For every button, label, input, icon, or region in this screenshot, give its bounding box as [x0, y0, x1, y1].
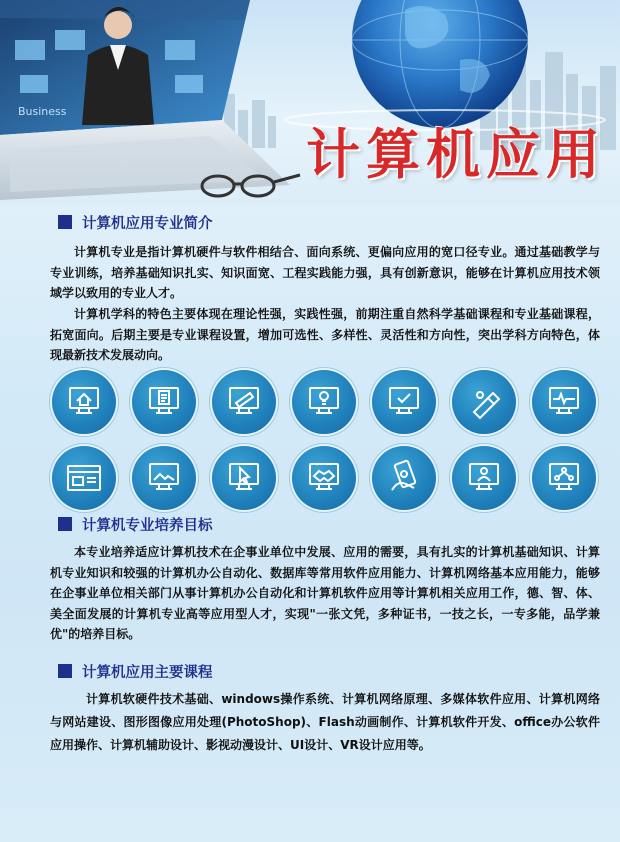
intro-paragraph-1: 计算机专业是指计算机硬件与软件相结合、面向系统、更偏向应用的宽口径专业。通过基础教学与专业训练，培养基础知识扎实、知识面宽、工程实践能力强，具有创新意识，能够在计算机应用技术领域学以致用的专业人才。: [50, 245, 600, 300]
monitor-cursor-icon: [212, 446, 276, 510]
monitor-document-icon: [132, 370, 196, 434]
monitor-ruler-icon: [212, 370, 276, 434]
monitor-heartbeat-icon: [532, 370, 596, 434]
section-heading-text: 计算机应用专业简介: [82, 215, 213, 232]
usb-drive-icon: [452, 370, 516, 434]
monitor-image-icon: [132, 446, 196, 510]
laptop-screen-text: Business: [18, 105, 67, 118]
page-title: 计算机应用: [306, 122, 606, 186]
section-heading-goals: [58, 514, 213, 534]
monitor-home-icon: [52, 370, 116, 434]
hand-phone-icon: [372, 446, 436, 510]
intro-paragraph-2: 计算机学科的特色主要体现在理论性强，实践性强，前期注重自然科学基础课程和专业基础课程，拓宽面向。后期主要是专业课程设置，增加可选性、多样性、灵活性和方向性，突出学科方向特色，体现最新技术发展动向。: [50, 307, 600, 362]
section-heading-intro: [58, 212, 213, 232]
monitor-check-icon: [372, 370, 436, 434]
courses-paragraph: 计算机软硬件技术基础、windows操作系统、计算机网络原理、多媒体软件应用、计算机网络与网站建设、图形图像应用处理(PhotoShop)、Flash动画制作、计算机软件开发、office办公软件应用操作、计算机辅助设计、影视动漫设计、UI设计、VR设计应用等。: [50, 692, 600, 752]
heading-square-icon: [58, 664, 72, 678]
monitor-handshake-icon: [292, 446, 356, 510]
goals-paragraph: 本专业培养适应计算机技术在企事业单位中发展、应用的需要，具有扎实的计算机基础知识、计算机专业知识和较强的计算机办公自动化、数据库等常用软件应用能力、计算机网络基本应用能力，能够在企事业单位相关部门从事计算机办公自动化和计算机软件应用等计算机相关应用工作，德、智、体、美全面发展的计算机专业高等应用型人才，实现"一张文凭，多种证书，一技之长，一专多能，品学兼优"的培养目标。: [50, 545, 600, 641]
header-banner: [0, 0, 620, 205]
monitor-lightbulb-icon: [292, 370, 356, 434]
monitor-user-icon: [452, 446, 516, 510]
section-heading-text: 计算机应用主要课程: [82, 664, 213, 681]
section-heading-text: 计算机专业培养目标: [82, 517, 213, 534]
heading-square-icon: [58, 517, 72, 531]
monitor-network-icon: [532, 446, 596, 510]
section-heading-courses: [58, 661, 213, 681]
window-app-icon: [52, 446, 116, 510]
heading-square-icon: [58, 215, 72, 229]
